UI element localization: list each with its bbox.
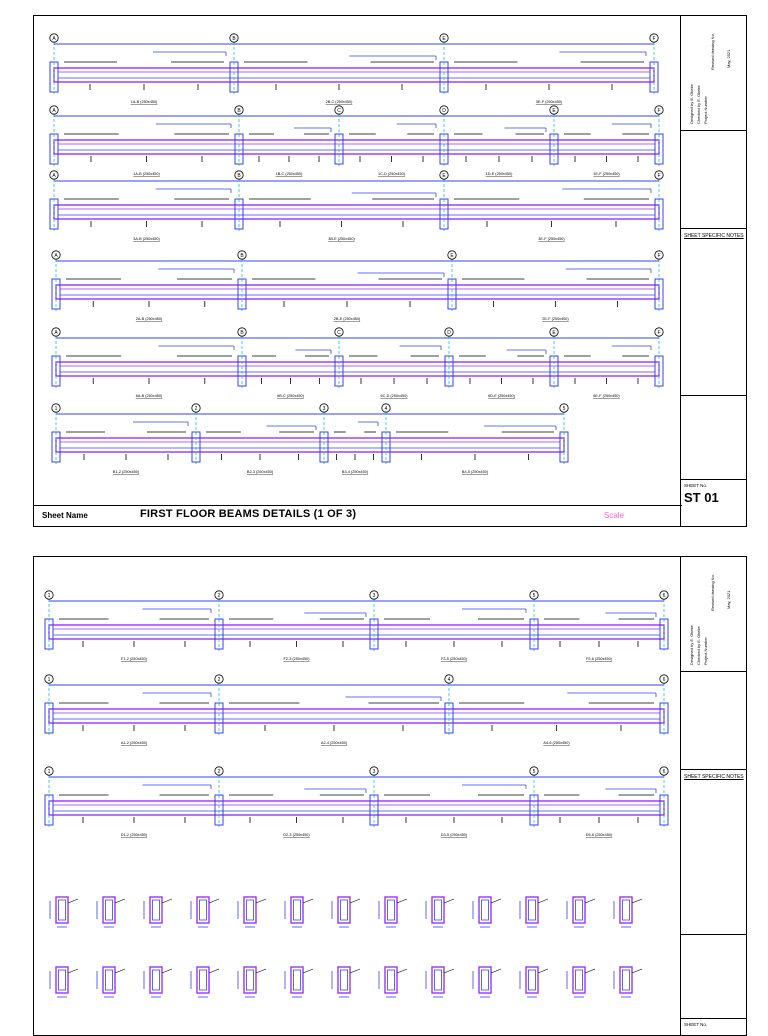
beam-cross-section <box>197 897 209 923</box>
sheet-no: ST 01 <box>684 490 719 505</box>
stirrup <box>59 900 66 920</box>
leader-line <box>209 899 219 903</box>
beam-cross-section <box>197 967 209 993</box>
leader-line <box>209 969 219 973</box>
beam-cross-section <box>150 897 162 923</box>
beam-label: A4-6 (250x450) <box>543 741 570 745</box>
stirrup <box>341 970 348 990</box>
leader-line <box>256 969 266 973</box>
beam-label: 6C-D (250x450) <box>380 394 408 398</box>
sheet-no-label-2: SHEET No. <box>684 1022 708 1027</box>
title-block-2 <box>680 557 746 1035</box>
beam-label: 2B-C (250x450) <box>325 100 353 104</box>
revision-label: Revised drawing No. <box>710 33 715 70</box>
stirrup <box>576 900 583 920</box>
beam-cross-section <box>244 897 256 923</box>
sheet-title: FIRST FLOOR BEAMS DETAILS (1 OF 3) <box>140 508 357 520</box>
stirrup <box>106 970 113 990</box>
stirrup <box>200 970 207 990</box>
beam-label: B3-4 (250x450) <box>341 470 369 474</box>
grid-label: 1 <box>47 677 51 683</box>
beam-label: 3A-B (250x450) <box>133 237 160 241</box>
beam-label: F1-2 (250x450) <box>121 657 147 661</box>
beam-label: F5-6 (250x450) <box>586 657 612 661</box>
notes-title-2: SHEET SPECIFIC NOTES <box>684 774 744 780</box>
designed-by: Designed by E. Okeke <box>689 84 694 124</box>
grid-label: 2 <box>217 769 221 775</box>
beam-label: 2A-B (250x450) <box>135 317 163 321</box>
beam-cross-section <box>385 967 397 993</box>
leader-line <box>115 969 125 973</box>
beam-cross-section <box>432 967 444 993</box>
beam-cross-section <box>573 967 585 993</box>
blank-cell-2 <box>681 396 746 480</box>
grid-label: 5 <box>532 593 536 599</box>
leader-line <box>538 969 548 973</box>
beam-cross-section <box>620 897 632 923</box>
grid-label: 1 <box>47 769 51 775</box>
grid-label: F <box>657 330 661 336</box>
beam-cross-section <box>103 967 115 993</box>
grid-label: B <box>240 253 244 259</box>
grid-label: 1 <box>47 593 51 599</box>
notes-title: SHEET SPECIFIC NOTES <box>684 233 744 239</box>
notes-cell-2 <box>681 770 746 935</box>
grid-label: C <box>337 108 341 114</box>
stirrup <box>576 970 583 990</box>
beam-label: 1B-C (250x450) <box>275 172 303 176</box>
beam-outline <box>54 140 659 154</box>
beam-cross-section <box>479 897 491 923</box>
leader-line <box>303 899 313 903</box>
sheet-no-label: SHEET No. <box>684 483 708 488</box>
grid-label: F <box>657 253 661 259</box>
grid-label: A <box>54 330 58 336</box>
beam-label: B1-2 (250x450) <box>112 470 140 474</box>
grid-label: E <box>442 36 446 42</box>
stirrup <box>294 900 301 920</box>
blank-cell <box>681 131 746 229</box>
beam-label: 2B-E (250x450) <box>333 317 361 321</box>
stirrup <box>59 970 66 990</box>
project-number: Project Number <box>703 96 708 124</box>
grid-label: B <box>232 36 236 42</box>
beam-label: 6A-B (250x450) <box>135 394 163 398</box>
grid-label: F <box>657 108 661 114</box>
beam-label: 2E-F (250x450) <box>542 317 569 321</box>
stirrup <box>623 970 630 990</box>
stirrup <box>294 970 301 990</box>
grid-label: 4 <box>384 406 388 412</box>
grid-label: D <box>447 330 451 336</box>
leader-line <box>444 899 454 903</box>
beam-label: 1A-B (250x450) <box>130 100 158 104</box>
beam-outline <box>56 362 659 376</box>
grid-label: A <box>52 173 56 179</box>
stirrup <box>106 900 113 920</box>
grid-label: F <box>657 173 661 179</box>
leader-line <box>632 969 642 973</box>
beam-outline <box>56 438 564 452</box>
stirrup <box>529 970 536 990</box>
stirrup <box>153 900 160 920</box>
grid-label: 4 <box>447 677 451 683</box>
beam-cross-section <box>338 967 350 993</box>
leader-line <box>162 969 172 973</box>
grid-label: C <box>337 330 341 336</box>
title-block <box>680 16 746 526</box>
stirrup <box>247 900 254 920</box>
scale-label: Scale <box>604 511 625 520</box>
beam-outline <box>49 801 664 815</box>
beam-cross-section <box>526 967 538 993</box>
stirrup <box>529 900 536 920</box>
beam-outline <box>54 68 654 82</box>
stirrup <box>388 900 395 920</box>
grid-label: 3 <box>372 769 376 775</box>
beam-label: F3-5 (250x450) <box>441 657 467 661</box>
beam-outline <box>54 205 659 219</box>
beam-cross-section <box>432 897 444 923</box>
date-2: May, 2021 <box>726 590 731 609</box>
beam-label: B4-5 (250x450) <box>461 470 489 474</box>
beam-label: 6B-C (250x450) <box>277 394 304 398</box>
grid-label: F <box>652 36 656 42</box>
beam-label: D2-3 (250x450) <box>283 833 310 837</box>
beam-label: 3E-F (250x450) <box>535 100 563 104</box>
leader-line <box>350 899 360 903</box>
leader-line <box>585 899 595 903</box>
checked-by-2: Checked by E. Okeke <box>696 626 701 665</box>
beam-outline <box>56 285 659 299</box>
leader-line <box>491 899 501 903</box>
stirrup <box>435 970 442 990</box>
grid-label: E <box>442 173 446 179</box>
drawing-sheet-2 <box>33 556 747 1036</box>
grid-label: B <box>237 108 241 114</box>
grid-label: 6 <box>662 677 666 683</box>
beam-cross-section <box>103 897 115 923</box>
grid-label: 3 <box>322 406 326 412</box>
grid-label: 2 <box>217 677 221 683</box>
beam-cross-section <box>573 897 585 923</box>
leader-line <box>162 899 172 903</box>
stirrup <box>388 970 395 990</box>
beam-label: 1C-D (250x450) <box>377 172 406 176</box>
leader-line <box>538 899 548 903</box>
beam-cross-section <box>150 967 162 993</box>
grid-label: B <box>240 330 244 336</box>
stirrup <box>482 970 489 990</box>
beam-cross-section <box>291 897 303 923</box>
stirrup <box>247 970 254 990</box>
designer-cell <box>681 16 746 131</box>
beam-label: 1A-B (250x450) <box>133 172 160 176</box>
checked-by: Checked by E. Okeke <box>696 85 701 124</box>
notes-cell <box>681 229 746 396</box>
leader-line <box>68 899 78 903</box>
leader-line <box>115 899 125 903</box>
blank-cell-3 <box>681 672 746 770</box>
leader-line <box>397 969 407 973</box>
beam-label: 6D-E (250x450) <box>488 394 515 398</box>
beam-cross-section <box>291 967 303 993</box>
blank-cell-4 <box>681 935 746 1019</box>
grid-label: 6 <box>662 593 666 599</box>
beam-elevations-drawing-2 <box>34 557 680 1027</box>
grid-label: E <box>552 108 556 114</box>
beam-cross-section <box>244 967 256 993</box>
grid-label: 1 <box>54 406 58 412</box>
leader-line <box>303 969 313 973</box>
drawing-sheet-1 <box>33 15 747 527</box>
stirrup <box>623 900 630 920</box>
date: May, 2021 <box>726 49 731 68</box>
grid-label: D <box>442 108 446 114</box>
grid-label: A <box>52 36 56 42</box>
beam-cross-section <box>56 897 68 923</box>
beam-cross-section <box>526 897 538 923</box>
beam-cross-section <box>56 967 68 993</box>
leader-line <box>68 969 78 973</box>
beam-label: 1D-E (250x450) <box>485 172 513 176</box>
beam-label: D5-6 (250x450) <box>585 833 613 837</box>
grid-label: 5 <box>532 769 536 775</box>
grid-label: 2 <box>194 406 198 412</box>
beam-label: 3E-F (250x450) <box>538 237 565 241</box>
designed-by-2: Designed by E. Okeke <box>689 625 694 665</box>
beam-cross-section <box>479 967 491 993</box>
beam-label: D1-2 (250x450) <box>120 833 148 837</box>
beam-cross-section <box>338 897 350 923</box>
sheet-name-bar <box>34 505 682 526</box>
project-number-2: Project Number <box>703 637 708 665</box>
grid-label: 3 <box>372 593 376 599</box>
beam-label: 6E-F (250x450) <box>593 394 620 398</box>
beam-elevations-drawing <box>34 16 680 506</box>
sheet-name-label: Sheet Name <box>42 511 88 520</box>
grid-label: 6 <box>662 769 666 775</box>
revision-label-2: Revised drawing No. <box>710 574 715 611</box>
stirrup <box>435 900 442 920</box>
grid-label: B <box>237 173 241 179</box>
beam-label: 1E-F (250x450) <box>593 172 620 176</box>
beam-label: A1-2 (250x450) <box>120 741 148 745</box>
stirrup <box>482 900 489 920</box>
beam-cross-section <box>620 967 632 993</box>
beam-outline <box>49 625 664 639</box>
grid-label: E <box>552 330 556 336</box>
leader-line <box>350 969 360 973</box>
stirrup <box>341 900 348 920</box>
designer-cell-2 <box>681 557 746 672</box>
beam-label: B2-3 (250x450) <box>246 470 274 474</box>
leader-line <box>444 969 454 973</box>
stirrup <box>200 900 207 920</box>
beam-label: A2-4 (250x450) <box>320 741 348 745</box>
grid-label: A <box>54 253 58 259</box>
grid-label: 5 <box>562 406 566 412</box>
leader-line <box>585 969 595 973</box>
leader-line <box>491 969 501 973</box>
leader-line <box>397 899 407 903</box>
grid-label: A <box>52 108 56 114</box>
beam-label: D3-5 (250x450) <box>440 833 468 837</box>
stirrup <box>153 970 160 990</box>
grid-label: 2 <box>217 593 221 599</box>
beam-outline <box>49 709 664 723</box>
leader-line <box>256 899 266 903</box>
leader-line <box>632 899 642 903</box>
grid-label: E <box>450 253 454 259</box>
beam-label: F2-3 (250x450) <box>283 657 310 661</box>
beam-label: 3B-E (250x450) <box>328 237 355 241</box>
beam-cross-section <box>385 897 397 923</box>
